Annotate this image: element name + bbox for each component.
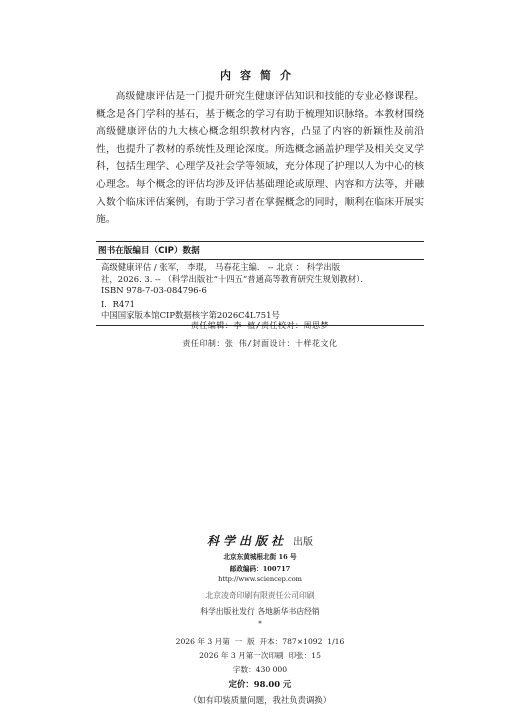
staff-production: 责任印制：张 伟/封面设计：十样花文化 [182,339,338,348]
printer-line: 北京凌奇印刷有限责任公司印刷 [205,591,315,600]
staff-editors: 责任编辑：李 植/责任校对：周思梦 [190,321,330,330]
intro-title: 内容简介 [220,69,300,82]
publisher-logo-name: 科学出版社 [206,534,287,548]
edition-line-2: 2026 年 3 月第一次印刷 印张：15 [199,651,321,660]
price: 定价：98.00 元 [228,679,292,689]
cip-record-line-2: 社，2026. 3. -- （科学出版社“十四五”普通高等教育研究生规划教材）． [101,273,369,284]
publisher-url: http://www.sciencep.com [218,575,302,583]
edition-line-1: 2026 年 3 月第 一 版 开本：787×1092 1/16 [175,637,345,646]
publisher-address: 北京东黄城根北街 16 号 [223,553,297,561]
distributor-line: 科学出版社发行 各地新华书店经销 [200,607,320,616]
intro-body: 高级健康评估是一门提升研究生健康评估知识和技能的专业必修课程。概念是各门学科的基石，基于概念的学习有助于梳理知识脉络。本教材围绕高级健康评估的九大核心概念组织教材内容，凸显了内容的新颖性及前沿性，也提升了教材的系统性及理论深度。所选概念涵盖护理学及相关交叉学科，包括生理学、心理学及社会学等领域，充分体现了护理以人为中心的核心理念。每个概念的评估均涉及评估基础理论或原理、内容和方法等，并融入数个临床评估案例，有助于学习者在掌握概念的同时，顺利在临床开展实施。 [96,91,424,226]
cip-classification: Ⅰ．R471 [101,299,135,310]
cip-record-number: 中国国家版本馆CIP数据核字第2026C4L751号 [101,310,280,321]
separator-star: * [258,620,262,628]
publisher-postcode: 邮政编码：100717 [229,565,291,573]
quality-notice: （如有印装质量问题，我社负责调换） [188,695,332,705]
cip-record-line-1: 高级健康评估 / 张军， 李琨， 马春花主编． -- 北京 ： 科学出版 [101,262,341,273]
cip-block [96,241,424,326]
cip-heading: 图书在版编目（CIP）数据 [98,246,200,256]
cip-isbn: ISBN 978-7-03-084796-6 [101,284,207,295]
word-count: 字数：430 000 [232,665,288,674]
publisher-suffix: 出版 [293,537,313,548]
publisher-line [0,532,520,549]
